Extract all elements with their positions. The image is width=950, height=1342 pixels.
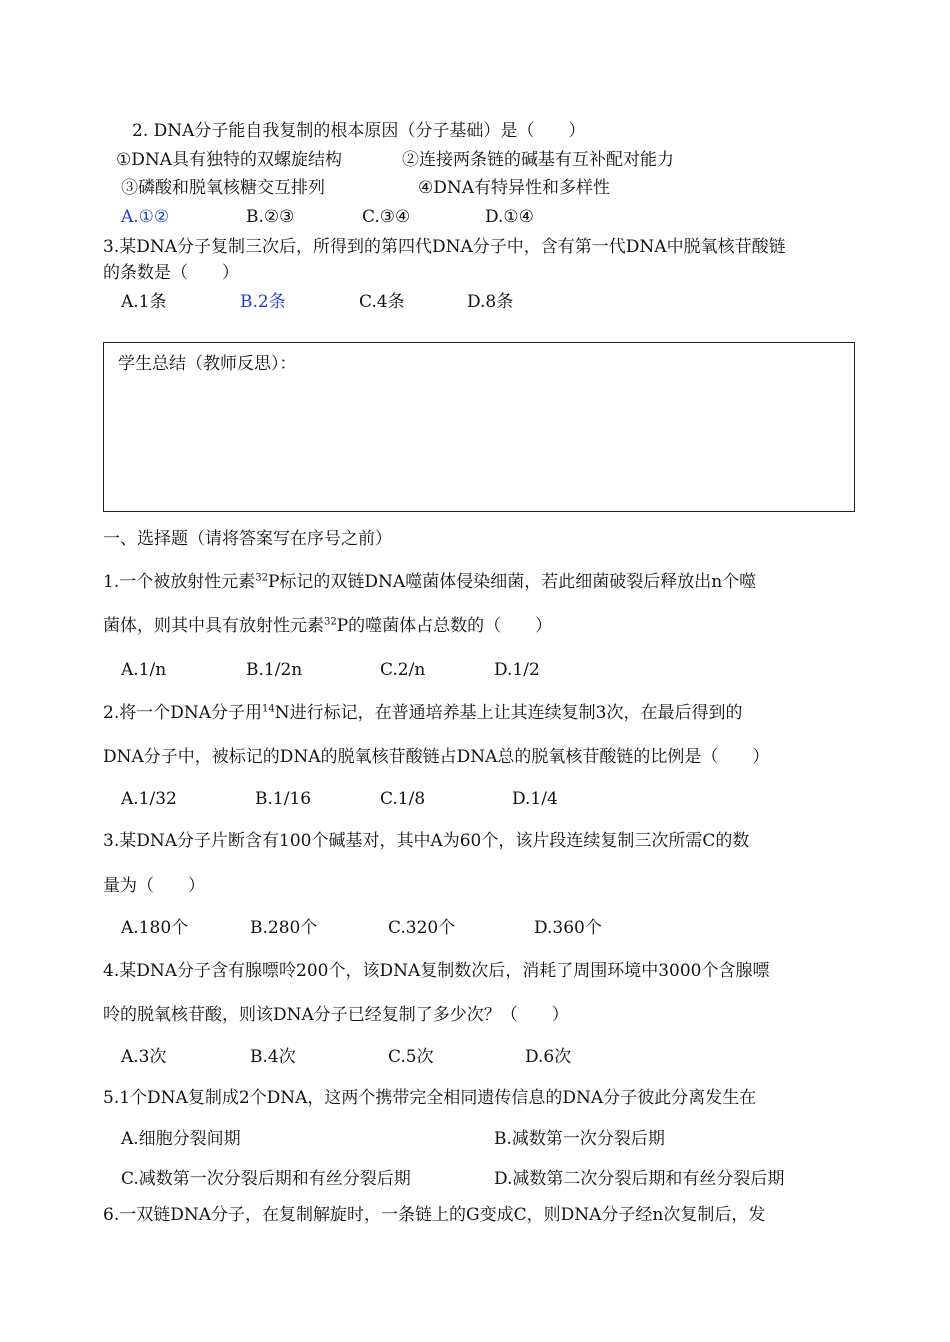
- question-3-option-a: A.1条: [121, 292, 167, 312]
- summary-box-title: 学生总结（教师反思）：: [118, 354, 297, 374]
- section-q2-option-c: C.1/8: [380, 789, 426, 809]
- section-q3-line-1: 3.某DNA分子片断含有100个碱基对，其中A为60个，该片段连续复制三次所需C的数: [103, 831, 750, 851]
- section-q1-line-1: 1.一个被放射性元素$^{32}$P标记的双链DNA噬菌体侵染细菌，若此细菌破裂后释放出n个噬: [103, 572, 757, 592]
- section-q4-option-a: A.3次: [121, 1047, 167, 1067]
- question-2-item-3: ③磷酸和脱氧核糖交互排列: [121, 178, 325, 198]
- section-q3-option-a: A.180个: [121, 918, 189, 938]
- question-2-item-4: ④DNA有特异性和多样性: [418, 178, 611, 198]
- section-q6-line-1: 6.一双链DNA分子，在复制解旋时，一条链上的G变成C，则DNA分子经n次复制后，发: [103, 1205, 766, 1225]
- section-q5-option-b: B.减数第一次分裂后期: [494, 1129, 665, 1149]
- section-q2-line-1: 2.将一个DNA分子用$^{14}$N进行标记，在普通培养基上让其连续复制3次，在最后得到的: [103, 703, 743, 723]
- section-q4-option-b: B.4次: [250, 1047, 296, 1067]
- question-2-item-1: ①DNA具有独特的双螺旋结构: [116, 150, 343, 170]
- question-3-option-d: D.8条: [467, 292, 514, 312]
- section-q2-option-b: B.1/16: [255, 789, 312, 809]
- question-2-item-2: ②连接两条链的碱基有互补配对能力: [402, 150, 674, 170]
- section-q2-option-a: A.1/32: [121, 789, 177, 809]
- section-q4-line-1: 4.某DNA分子含有腺嘌呤200个，该DNA复制数次后，消耗了周围环境中3000个含腺嘌: [103, 961, 770, 981]
- question-2-option-b: B.②③: [246, 207, 295, 227]
- question-2-option-a: A.①②: [121, 207, 170, 227]
- summary-box: [103, 342, 855, 512]
- question-2-option-c: C.③④: [362, 207, 411, 227]
- section-q5-option-a: A.细胞分裂间期: [121, 1129, 241, 1149]
- section-q1-option-d: D.1/2: [494, 660, 540, 680]
- question-3-stem-line-1: 3.某DNA分子复制三次后，所得到的第四代DNA分子中，含有第一代DNA中脱氧核苷酸链: [103, 237, 786, 257]
- section-q4-option-c: C.5次: [388, 1047, 434, 1067]
- section-q3-line-2: 量为（ ）: [103, 876, 205, 896]
- question-2-option-d: D.①④: [485, 207, 534, 227]
- section-q3-option-c: C.320个: [388, 918, 456, 938]
- section-q2-line-2: DNA分子中，被标记的DNA的脱氧核苷酸链占DNA总的脱氧核苷酸链的比例是（ ）: [103, 747, 770, 767]
- section-heading: 一、选择题（请将答案写在序号之前）: [103, 529, 392, 549]
- section-q1-line-2: 菌体，则其中具有放射性元素$^{32}$P的噬菌体占总数的（ ）: [103, 616, 553, 636]
- section-q1-option-a: A.1/n: [121, 660, 167, 680]
- section-q4-line-2: 呤的脱氧核苷酸，则该DNA分子已经复制了多少次？（ ）: [103, 1005, 569, 1025]
- section-q3-option-b: B.280个: [250, 918, 318, 938]
- question-3-option-c: C.4条: [359, 292, 405, 312]
- question-3-option-b: B.2条: [240, 292, 286, 312]
- question-2-stem: 2. DNA分子能自我复制的根本原因（分子基础）是（ ）: [132, 121, 586, 141]
- section-q3-option-d: D.360个: [534, 918, 602, 938]
- section-q4-option-d: D.6次: [525, 1047, 572, 1067]
- section-q2-option-d: D.1/4: [512, 789, 558, 809]
- section-q5-option-d: D.减数第二次分裂后期和有丝分裂后期: [494, 1169, 785, 1189]
- section-q5-line-1: 5.1个DNA复制成2个DNA，这两个携带完全相同遗传信息的DNA分子彼此分离发生在: [103, 1088, 757, 1108]
- section-q5-option-c: C.减数第一次分裂后期和有丝分裂后期: [121, 1169, 411, 1189]
- section-q1-option-b: B.1/2n: [246, 660, 303, 680]
- section-q1-option-c: C.2/n: [380, 660, 426, 680]
- question-3-stem-line-2: 的条数是（ ）: [103, 263, 239, 283]
